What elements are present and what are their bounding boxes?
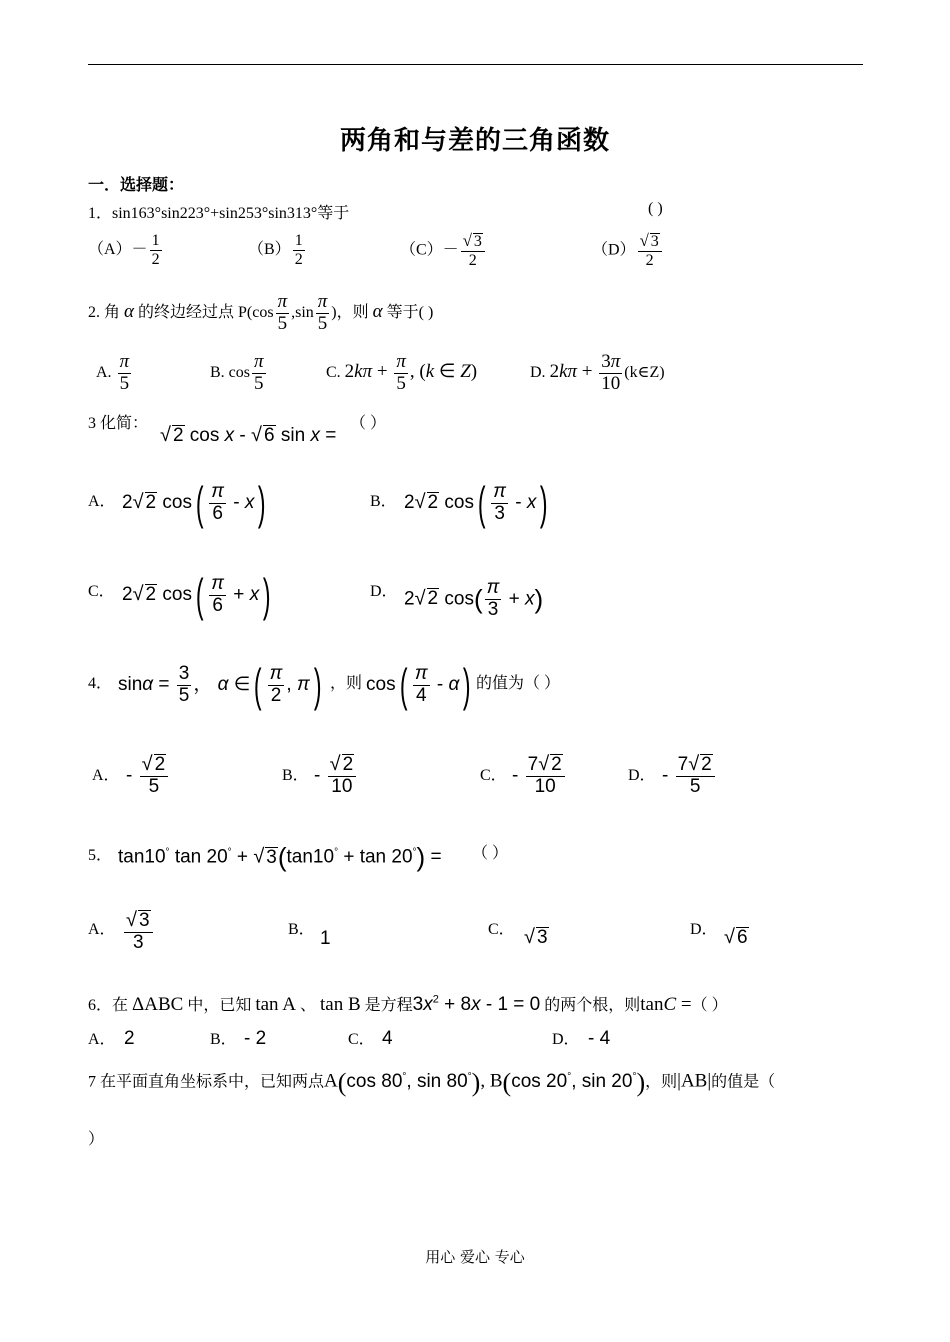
q3-expression: √ 2 cos x - √ 6 sin x =	[160, 424, 337, 446]
q4-expression: cos( $\frac{\pi}{4}$ - α)	[366, 659, 471, 711]
q5-expression: tan10° tan 20° + √ 3(tan10° + tan 20°) =	[118, 842, 442, 872]
q6-option-b-label: B．	[210, 1031, 237, 1048]
q7-close: ）	[88, 1131, 105, 1148]
q4-option-b: - $\frac{√ 2}{10}$	[314, 754, 358, 798]
q3-option-b: 2√ 2 cos( $\frac{\pi}{3}$ - x)	[404, 477, 548, 529]
q4-option-a: - $\frac{√ 2}{5}$	[126, 754, 170, 798]
q1-blank: ( )	[648, 200, 663, 217]
q5-option-a: $\frac{√ 3}{3}$	[122, 910, 155, 954]
q5-option-d-label: D．	[690, 921, 718, 938]
q4-option-a-label: A．	[92, 767, 120, 784]
q4-option-d: - $\frac{7√ 2}{5}$	[662, 754, 717, 798]
q4-number: 4．	[88, 675, 113, 692]
q6-stem: 6．在 ΔABC 中，已知 tan A 、 tan B 是方程$3x^2 + 8x - 1 = 0$ 的两个根，则tanC =（ ）	[88, 993, 728, 1015]
q3-option-d: 2√ 2 cos( $\frac{\pi}{3}$ + x)	[404, 577, 544, 620]
q4-option-d-label: D．	[628, 767, 656, 784]
q3-option-d-label: D．	[370, 583, 398, 600]
q6-option-c-label: C．	[348, 1031, 375, 1048]
q5-option-c: √ 3	[524, 926, 548, 948]
q2-option-a: A. $\frac{\pi}{5}$	[96, 351, 130, 394]
q1-option-b: （B） $\frac{1}{2}$	[248, 232, 303, 268]
header-rule	[88, 64, 863, 65]
page-title: 两角和与差的三角函数	[339, 126, 610, 156]
q5-option-c-label: C．	[488, 921, 515, 938]
q6-option-a: 2	[124, 1028, 135, 1049]
q5-option-d: √ 6	[724, 926, 748, 948]
q7-stem: 7 在平面直角坐标系中，已知两点A(cos 80°, sin 80°), B(cos 20°, sin 20°)，则|AB|的值是（	[88, 1068, 776, 1097]
q3-option-b-label: B．	[370, 493, 397, 510]
q5-number: 5．	[88, 847, 113, 864]
page-footer: 用心 爱心 专心	[425, 1248, 525, 1266]
q3-option-c-label: C．	[88, 583, 115, 600]
section-heading: 一．选择题：	[88, 175, 185, 194]
q3-number: 3 化简：	[88, 415, 149, 432]
q2-option-c: C. 2kπ + $\frac{\pi}{5}$ , (k ∈ Z)	[326, 351, 478, 394]
q6-option-a-label: A．	[88, 1031, 116, 1048]
q4-option-b-label: B．	[282, 767, 309, 784]
q6-option-c: 4	[382, 1028, 393, 1049]
q4-condition: sinα = $\frac{3}{5}$ ， α ∈( $\frac{\pi}{2}$ , π)	[118, 659, 322, 711]
q2-option-b: B. cos $\frac{\pi}{5}$	[210, 351, 264, 394]
q1-option-d: （D） $\frac{√ 3}{2}$	[592, 232, 664, 269]
q3-blank: （ ）	[350, 415, 387, 432]
q3-option-c: 2√ 2 cos( $\frac{\pi}{6}$ + x)	[122, 569, 271, 621]
q3-option-a: 2√ 2 cos( $\frac{\pi}{6}$ - x)	[122, 477, 266, 529]
q4-tail: 的值为（ ）	[476, 675, 561, 692]
q1-option-a: （A）－ $\frac{1}{2}$	[88, 232, 160, 268]
q6-option-b: - 2	[244, 1028, 267, 1049]
q5-option-b: 1	[320, 928, 331, 949]
q4-option-c-label: C．	[480, 767, 507, 784]
q6-option-d: - 4	[588, 1028, 611, 1049]
q5-option-a-label: A．	[88, 921, 116, 938]
q2-option-d: D. 2kπ + $\frac{3\pi}{10}$ (k∈Z)	[530, 351, 665, 394]
q4-mid: ，则	[330, 675, 363, 692]
q6-option-d-label: D．	[552, 1031, 580, 1048]
q3-option-a-label: A．	[88, 493, 116, 510]
q5-blank: （ ）	[472, 845, 509, 862]
q5-option-b-label: B．	[288, 921, 315, 938]
q1-stem: 1．sin163°sin223°+sin253°sin313°等于	[88, 205, 350, 222]
q4-option-c: - $\frac{7√ 2}{10}$	[512, 754, 567, 798]
q1-option-c: （C）－ $\frac{√ 3}{2}$	[400, 232, 487, 269]
q2-stem: 2. 角 α 的终边经过点 P(cos $\frac{\pi}{5}$ ,sin $\frac{\pi}{5}$ )，则 α 等于( )	[88, 291, 434, 334]
